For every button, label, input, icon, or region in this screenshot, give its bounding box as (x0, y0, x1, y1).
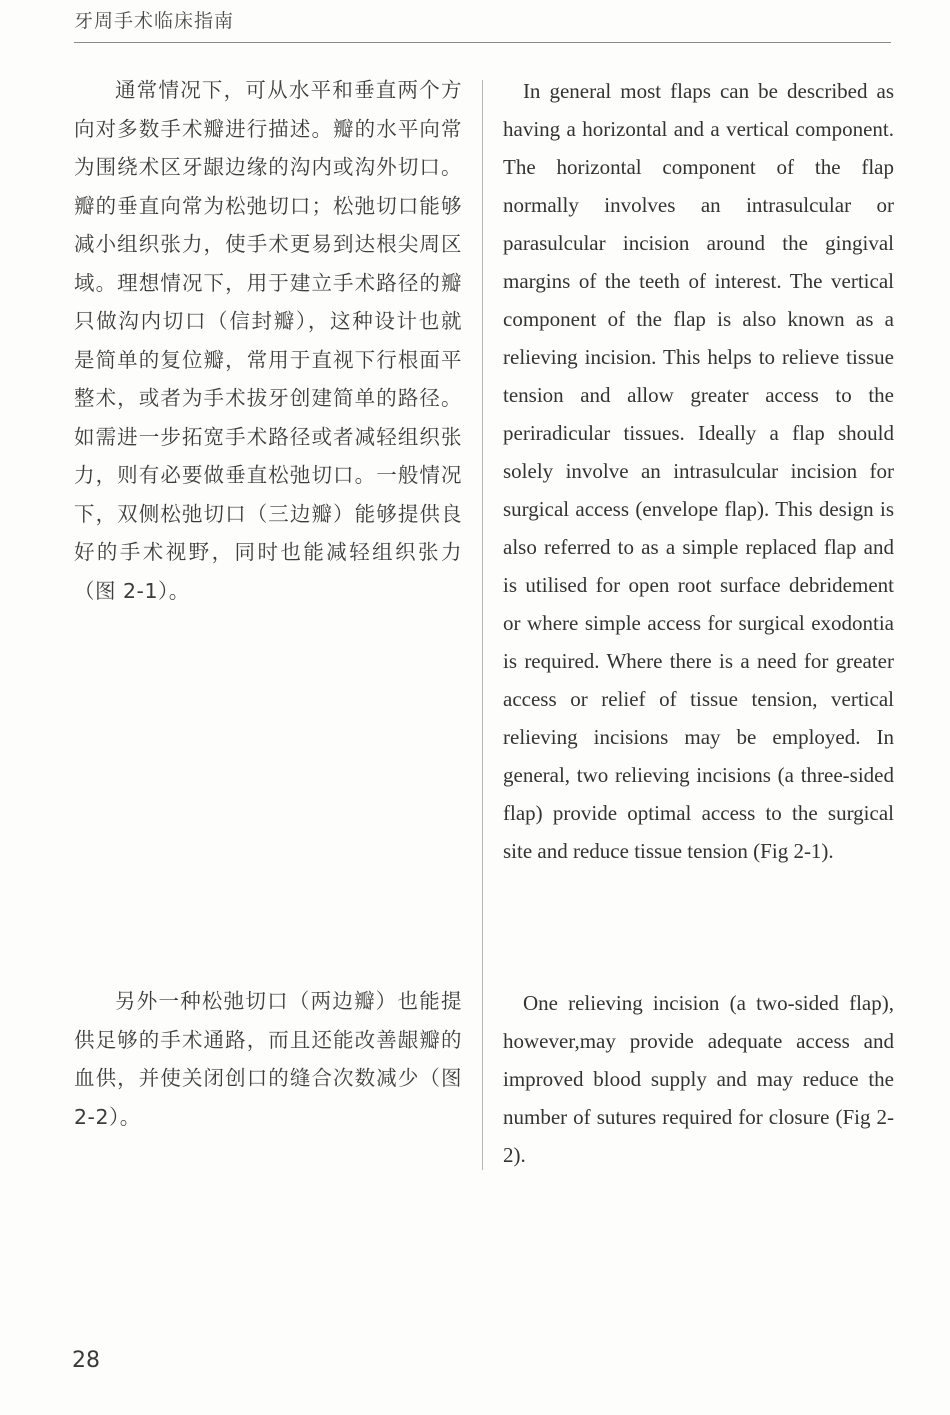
column-divider (482, 80, 483, 1170)
chinese-paragraph-1: 通常情况下，可从水平和垂直两个方向对多数手术瓣进行描述。瓣的水平向常为围绕术区牙龈边缘的沟内或沟外切口。瓣的垂直向常为松弛切口；松弛切口能够减小组织张力，使手术更易到达根尖周区域。理想情况下，用于建立手术路径的瓣只做沟内切口（信封瓣），这种设计也就是简单的复位瓣，常用于直视下行根面平整术，或者为手术拔牙创建简单的路径。如需进一步拓宽手术路径或者减轻组织张力，则有必要做垂直松弛切口。一般情况下，双侧松弛切口（三边瓣）能够提供良好的手术视野，同时也能减轻组织张力（图 2-1）。 (74, 78, 462, 603)
english-paragraph-2: One relieving incision (a two-sided flap), however,may provide adequate access and improved blood supply and may reduce the number of sutures required for closure (Fig 2-2). (503, 991, 894, 1167)
header-divider (74, 42, 891, 43)
chinese-paragraph-2: 另外一种松弛切口（两边瓣）也能提供足够的手术通路，而且还能改善龈瓣的血供，并使关闭创口的缝合次数减少（图 2-2）。 (74, 989, 462, 1129)
running-header-title: 牙周手术临床指南 (74, 10, 235, 32)
english-paragraph-1: In general most flaps can be described as having a horizontal and a vertical component. The horizontal component of the flap normally involves an intrasulcular or parasulcular incision around the gingival margins of the teeth of interest. The vertical component of the flap is also known as a relieving incision. This helps to relieve tissue tension and allow greater access to the periradicular tissues. Ideally a flap should solely involve an intrasulcular incision for surgical access (envelope flap). This design is also referred to as a simple replaced flap and is utilised for open root surface debridement or where simple access for surgical exodontia is required. Where there is a need for greater access or relief of tissue tension, vertical relieving incisions may be employed. In general, two relieving incisions (a three-sided flap) provide optimal access to the surgical site and reduce tissue tension (Fig 2-1). (503, 79, 894, 863)
page-number: 28 (72, 1348, 100, 1373)
